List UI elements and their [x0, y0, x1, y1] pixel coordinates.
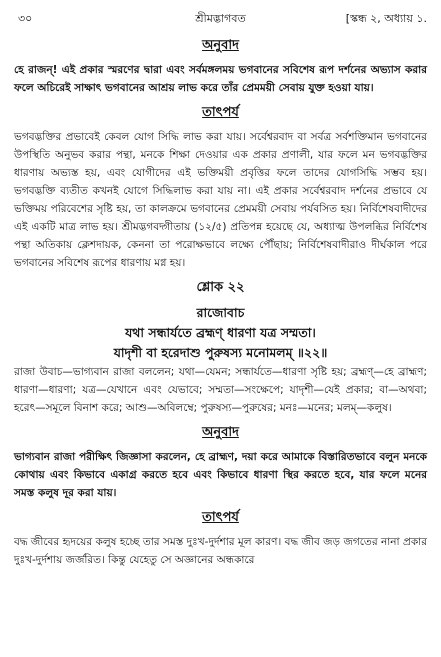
- page-number: ৩০: [18, 12, 33, 25]
- purport-heading-2: তাৎপর্য: [202, 510, 239, 525]
- word-synonyms: রাজা উবাচ—ভাগ্যবান রাজা বললেন; যথা—যেমন; সন্ধার্যতে—ধারণা সৃষ্টি হয়; ব্রহ্মণ্—হে ব্রাহ্মণ; ধারণা—ধারণা; যত্র—যেখানে এবং যেভাবে; সম্মতা—সংক্ষেপে; যাদৃশী—যেই প্রকার; বা—অথবা; হরেৎ—সমূলে বিনাশ করে; আশু—অবিলম্বে; পুরুষস্য—পুরুষের; মনঃ—মনের; মলম্—কলুষ।: [14, 366, 427, 414]
- translation-text: হে রাজন্! এই প্রকার স্মরণের দ্বারা এবং সর্বমঙ্গলময় ভগবানের সবিশেষ রূপ দর্শনের অভ্যাস করার ফলে অচিরেই সাক্ষাৎ ভগবানের আশ্রয় লাভ করে তাঁর প্রেমময়ী সেবায় যুক্ত হওয়া যায়।: [14, 64, 427, 94]
- page-header: [14, 0, 427, 30]
- book-page: [14, 0, 427, 657]
- purport-text: ভগবদ্ভক্তির প্রভাবেই কেবল যোগ সিদ্ধি লাভ করা যায়। সর্বেশ্বরবাদ বা সর্বত্র সর্বশক্তিমান ভগবানের উপস্থিতি অনুভব করার পন্থা, মনকে শিক্ষা দেওয়ার এক প্রকার প্রণালী, যার ফলে মন ভগবদ্ভক্তির ধারণায় অভ্যস্ত হয়, এবং যোগীদের এই ভক্তিময়ী প্রবৃত্তির ফলে তাদের যোগসিদ্ধি সম্ভব হয়। ভগবদ্ভক্তি ব্যতীত কখনই যোগে সিদ্ধিলাভ করা যায় না। এই প্রকার সর্বেশ্বরবাদ দর্শনের প্রভাবে যে ভক্তিময় পরিবেশের সৃষ্টি হয়, তা কালক্রমে ভগবানের প্রেমময়ী সেবায় পর্যবসিত হয়। নির্বিশেষবাদীদের এই একটি মাত্র লাভ হয়। শ্রীমদ্ভগবদ্গীতায় (১২/৫) প্রতিপন্ন হয়েছে যে, অধ্যাত্ম উপলব্ধির নির্বিশেষ পন্থা অতিকায় ক্লেশদায়ক, কেননা তা পরোক্ষভাবে লক্ষ্যে পৌঁছায়; নির্বিশেষবাদীরাও দীর্ঘকাল পরে ভগবানের সবিশেষ রূপের ধারণায় মগ্ন হয়।: [14, 131, 427, 269]
- running-title: শ্রীমদ্ভাগবত: [195, 12, 246, 25]
- verse-line-1: যথা সন্ধার্যতে ব্রহ্মণ্ ধারণা যত্র সম্মতা।: [125, 325, 316, 340]
- translation-heading: অনুবাদ: [202, 38, 239, 53]
- chapter-reference: [স্কন্ধ ২, অধ্যায় ১.: [345, 12, 427, 25]
- translation-heading-2: অনুবাদ: [202, 425, 239, 440]
- purport-text-2: বদ্ধ জীবের হৃদয়ের কলুষ হচ্ছে তার সমস্ত দুঃখ-দুর্দশার মূল কারণ। বদ্ধ জীব জড় জগতের নানা প্রকার দুঃখ-দুর্দশায় জর্জরিত। কিন্তু যেহেতু সে অজ্ঞানের অন্ধকারে: [14, 536, 427, 566]
- purport-heading: তাৎপর্য: [202, 105, 239, 120]
- verse-line-2: যাদৃশী বা হরেদাশু পুরুষস্য মনোমলম্ ॥২২॥: [113, 345, 328, 360]
- verse-speaker: রাজোবাচ: [196, 305, 245, 320]
- verse-heading: শ্লোক ২২: [196, 280, 245, 295]
- translation-text-2: ভাগ্যবান রাজা পরীক্ষিৎ জিজ্ঞাসা করলেন, হে ব্রাহ্মণ, দয়া করে আমাকে বিস্তারিতভাবে বলুন মনকে কোথায় এবং কিভাবে একাগ্র করতে হবে এবং কিভাবে ধারণা স্থির করতে হবে, যার ফলে মনের সমস্ত কলুষ দূর করা যায়।: [14, 451, 427, 499]
